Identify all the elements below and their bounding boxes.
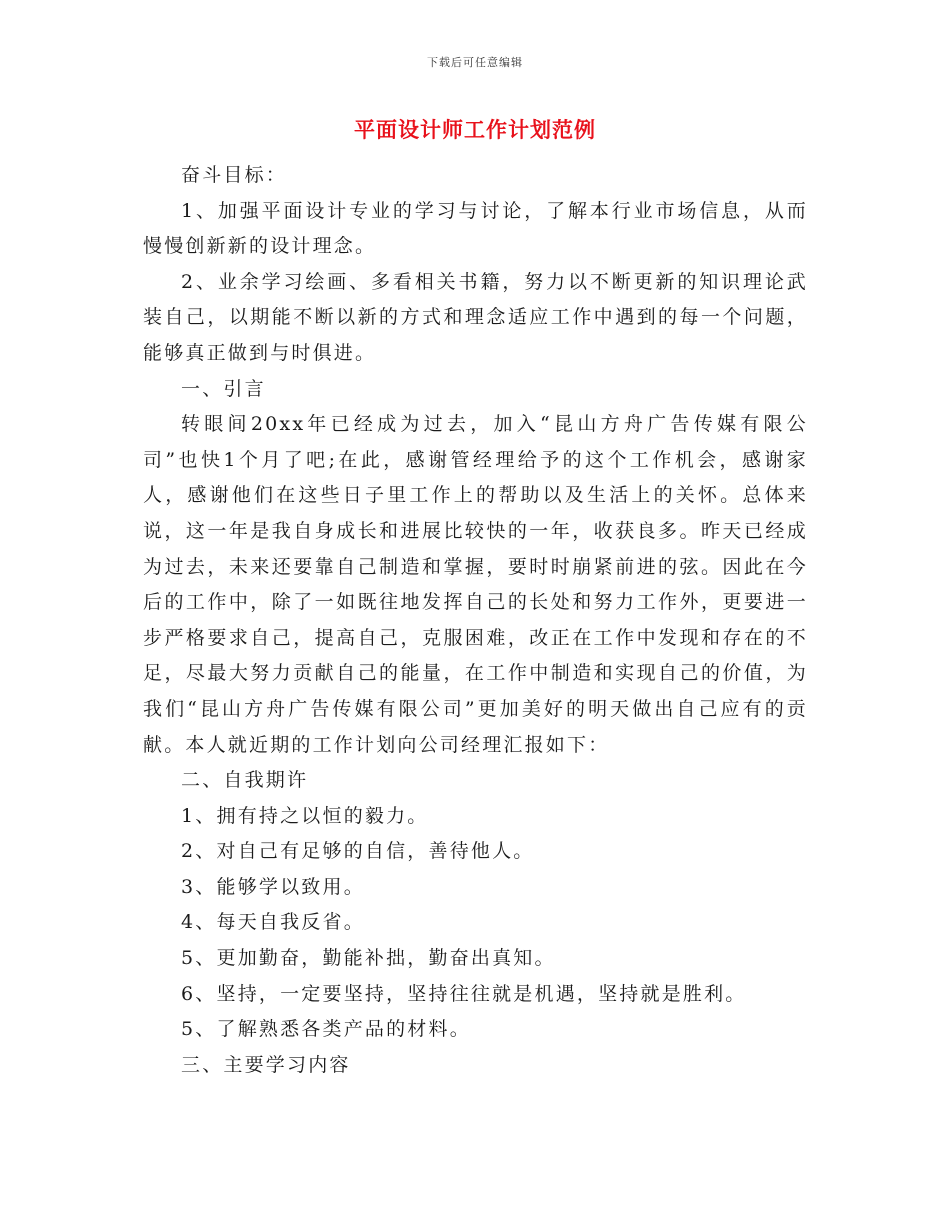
paragraph-goal-2: 2、业余学习绘画、多看相关书籍，努力以不断更新的知识理论武装自己，以期能不断以新的方式和理念适应工作中遇到的每一个问题，能够真正做到与时俱进。	[143, 270, 808, 364]
document-title: 平面设计师工作计划范例	[354, 117, 596, 142]
section-heading-self-expectation: 二、自我期许	[181, 769, 309, 792]
list-item-expectation-5: 5、更加勤奋，勤能补拙，勤奋出真知。	[181, 947, 556, 970]
paragraph-goal-heading: 奋斗目标：	[181, 164, 288, 186]
list-item-expectation-1: 1、拥有持之以恒的毅力。	[181, 804, 429, 827]
list-item-expectation-3: 3、能够学以致用。	[181, 875, 365, 898]
header-note: 下载后可任意编辑	[427, 56, 523, 69]
section-heading-introduction: 一、引言	[181, 377, 266, 400]
list-item-expectation-2: 2、对自己有足够的自信，善待他人。	[181, 840, 535, 863]
section-heading-study-content: 三、主要学习内容	[181, 1053, 351, 1076]
paragraph-goal-1: 1、加强平面设计专业的学习与讨论，了解本行业市场信息，从而慢慢创新新的设计理念。	[143, 199, 808, 258]
document-body	[143, 158, 808, 1083]
paragraph-introduction: 转眼间20xx年已经成为过去，加入“昆山方舟广告传媒有限公司”也快1个月了吧;在此，感谢管经理给予的这个工作机会，感谢家人，感谢他们在这些日子里工作上的帮助以及生活上的关怀。总体来说，这一年是我自身成长和进展比较快的一年，收获良多。昨天已经成为过去，未来还要靠自己制造和掌握，要时时崩紧前进的弦。因此在今后的工作中，除了一如既往地发挥自己的长处和努力工作外，更要进一步严格要求自己，提高自己，克服困难，改正在工作中发现和存在的不足，尽最大努力贡献自己的能量，在工作中制造和实现自己的价值，为我们“昆山方舟广告传媒有限公司”更加美好的明天做出自己应有的贡献。本人就近期的工作计划向公司经理汇报如下：	[143, 413, 808, 756]
list-item-expectation-4: 4、每天自我反省。	[181, 911, 365, 934]
list-item-expectation-7: 5、了解熟悉各类产品的材料。	[181, 1018, 471, 1041]
list-item-expectation-6: 6、坚持，一定要坚持，坚持往往就是机遇，坚持就是胜利。	[181, 982, 747, 1005]
